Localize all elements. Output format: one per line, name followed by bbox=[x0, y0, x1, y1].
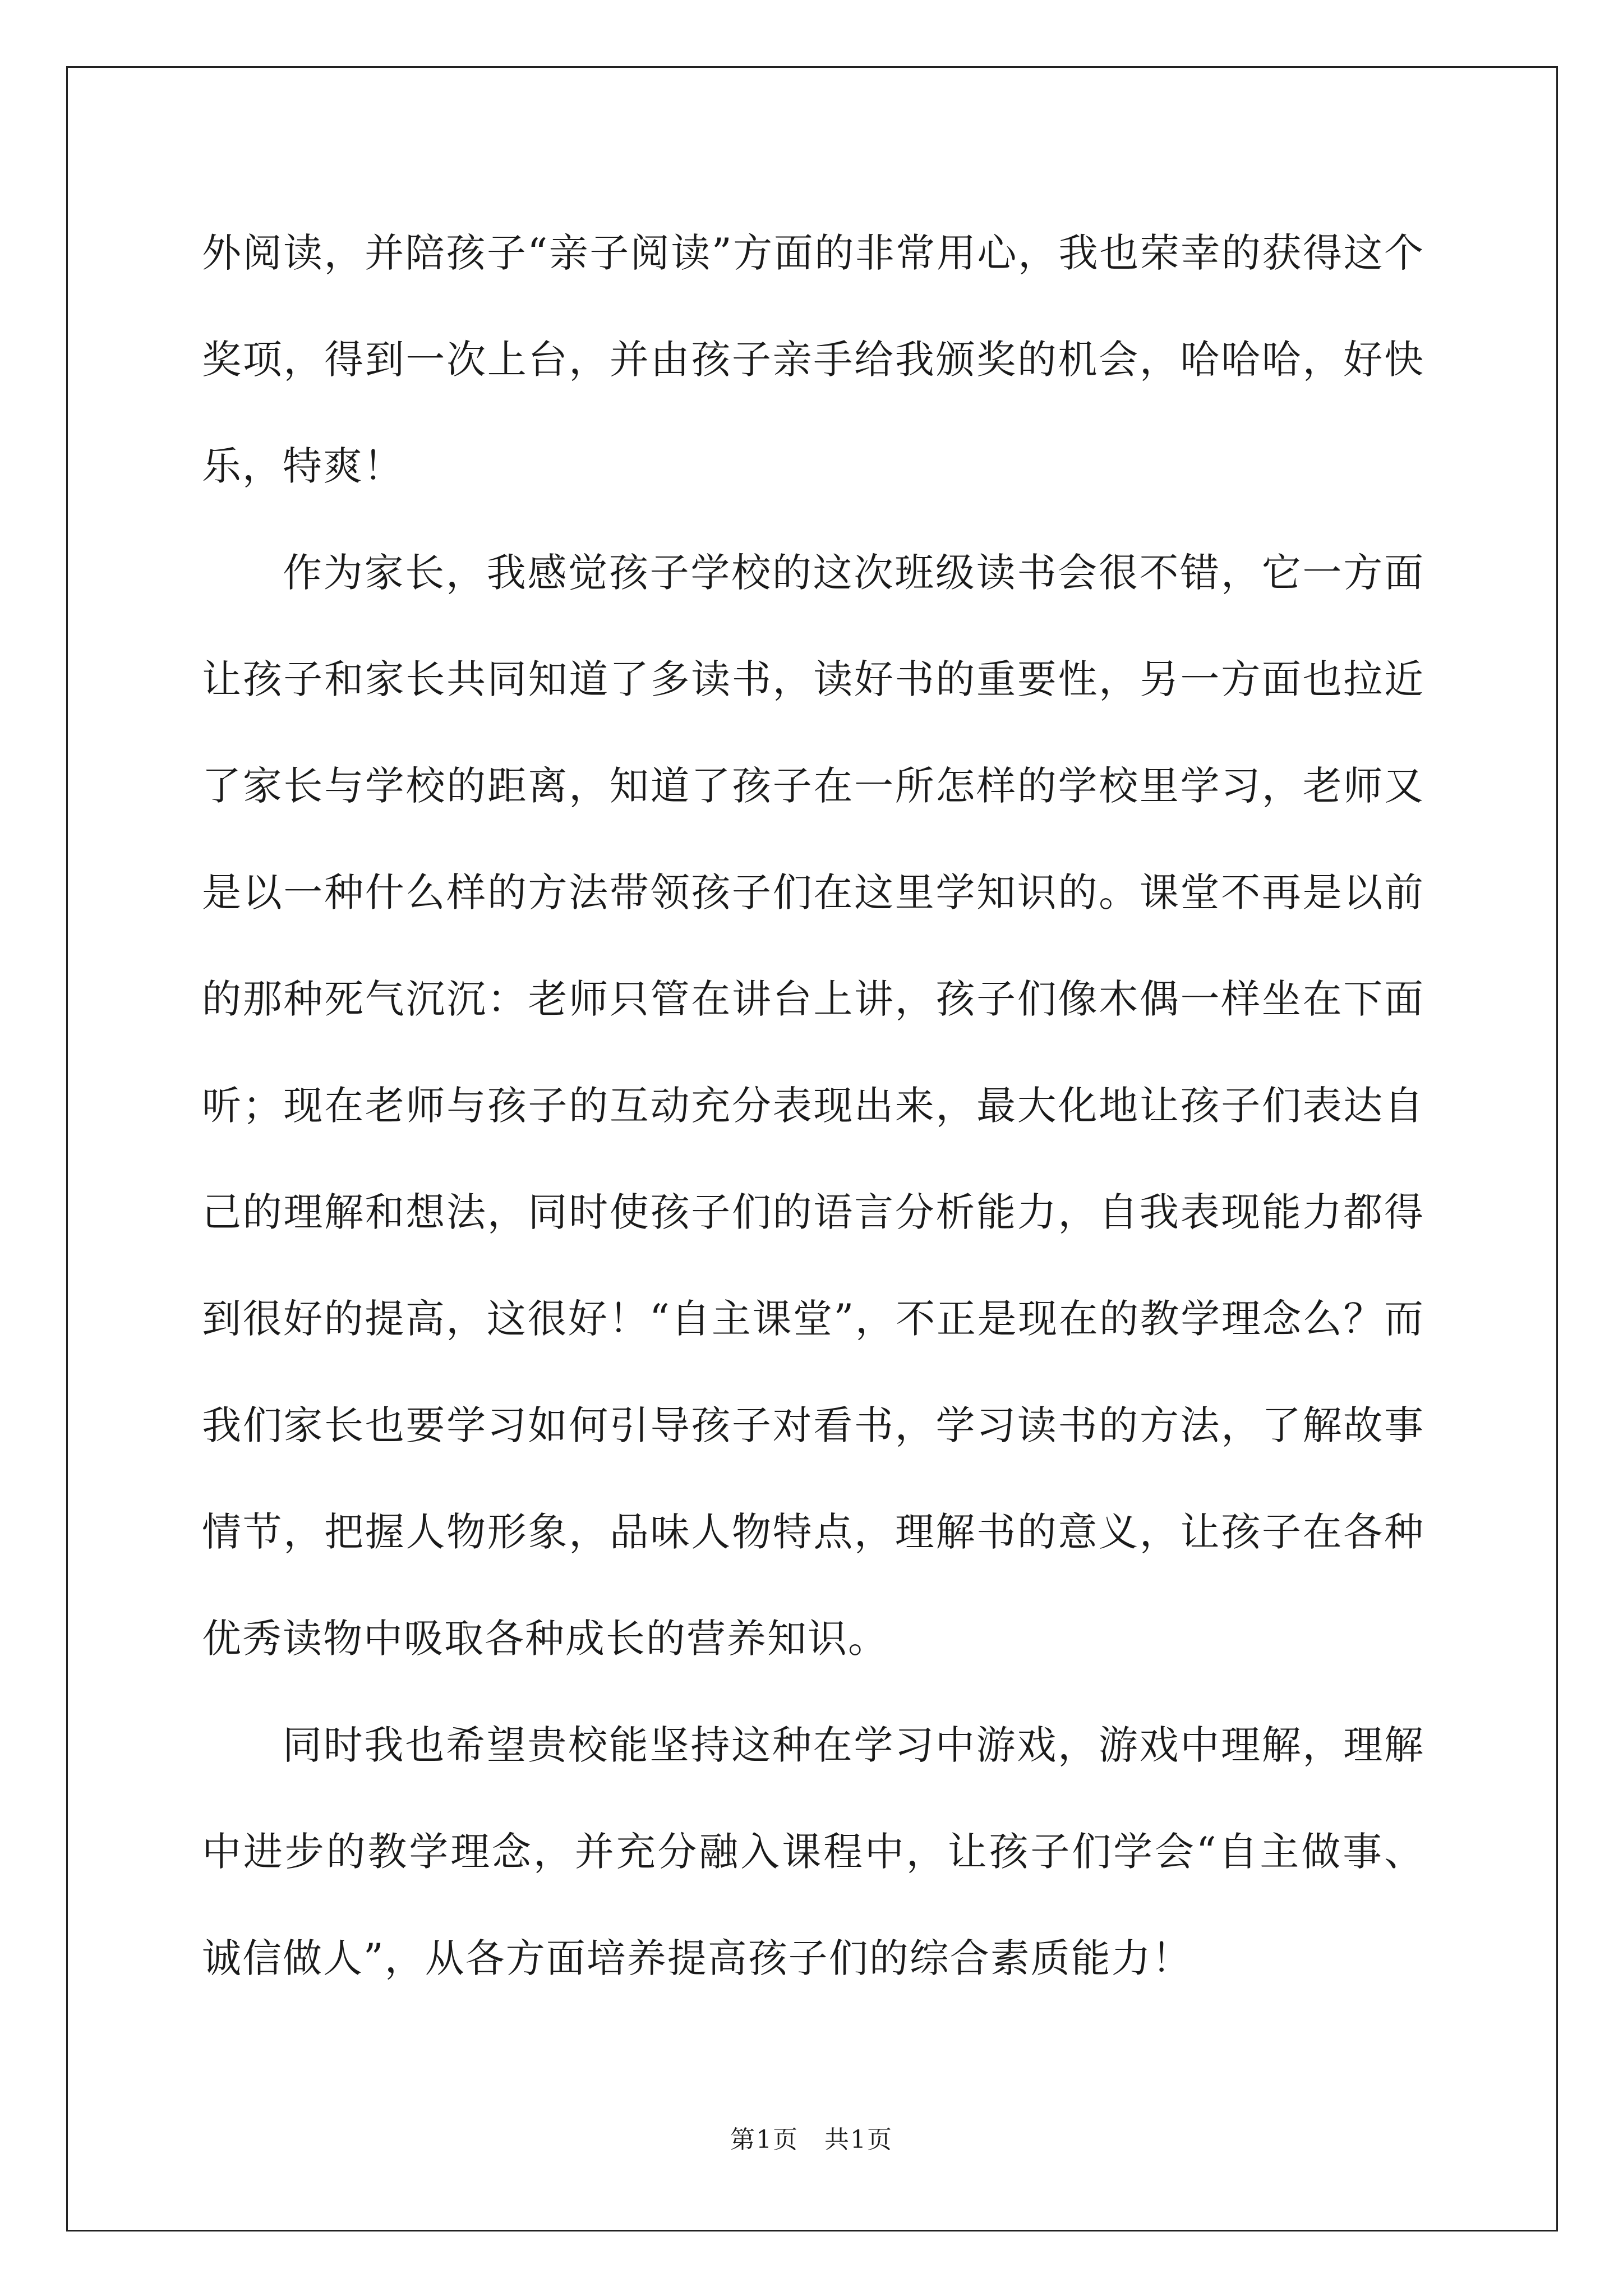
page-number-footer: 第1页 共1页 bbox=[730, 2125, 893, 2154]
paragraph-1: 外阅读，并陪孩子“亲子阅读”方面的非常用心，我也荣幸的获得这个奖项，得到一次上台，并由孩子亲手给我颁奖的机会，哈哈哈，好快乐，特爽！ bbox=[202, 230, 1424, 489]
document-body bbox=[202, 200, 1424, 2012]
paragraph-2: 作为家长，我感觉孩子学校的这次班级读书会很不错，它一方面让孩子和家长共同知道了多读书，读好书的重要性，另一方面也拉近了家长与学校的距离，知道了孩子在一所怎样的学校里学习，老师又是以一种什么样的方法带领孩子们在这里学知识的。课堂不再是以前的那种死气沉沉：老师只管在讲台上讲，孩子们像木偶一样坐在下面听；现在老师与孩子的互动充分表现出来，最大化地让孩子们表达自己的理解和想法，同时使孩子们的语言分析能力，自我表现能力都得到很好的提高，这很好！“自主课堂”，不正是现在的教学理念么？而我们家长也要学习如何引导孩子对看书，学习读书的方法，了解故事情节，把握人物形象，品味人物特点，理解书的意义，让孩子在各种优秀读物中吸取各种成长的营养知识。 bbox=[202, 550, 1424, 1662]
paragraph-3: 同时我也希望贵校能坚持这种在学习中游戏，游戏中理解，理解中进步的教学理念，并充分融入课程中，让孩子们学会“自主做事、诚信做人”，从各方面培养提高孩子们的综合素质能力！ bbox=[202, 1722, 1424, 1981]
